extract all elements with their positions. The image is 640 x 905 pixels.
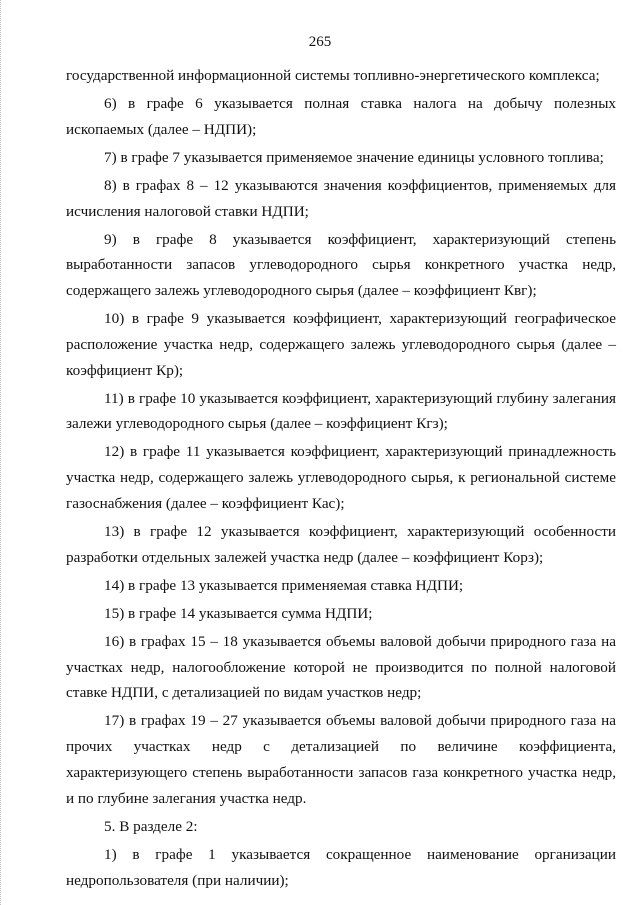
document-body (66, 63, 616, 896)
paragraph-item-7: 7) в графе 7 указывается применяемое значение единицы условного топлива; (104, 148, 604, 166)
paragraph-item-6: 6) в графе 6 указывается полная ставка налога на добычу полезных ископаемых (далее – НДПИ); (66, 94, 616, 138)
paragraph-item-16: 16) в графах 15 – 18 указывается объемы валовой добычи природного газа на участках недр, налогообложение которой не производится по полной налоговой ставке НДПИ, с детализацией по видам участков недр; (66, 632, 616, 702)
paragraph-item-10: 10) в графе 9 указывается коэффициент, характеризующий географическое расположение участка недр, содержащего залежь углеводородного сырья (далее – коэффициент Кр); (66, 310, 616, 379)
paragraph-item-9: 9) в графе 8 указывается коэффициент, характеризующий степень выработанности запасов углеводородного сырья конкретного участка недр, содержащего залежь углеводородного сырья (далее – коэффициент Квг); (66, 230, 616, 300)
paragraph-section2-item-1: 1) в графе 1 указывается сокращенное наименование организации недропользователя (при наличии); (66, 845, 616, 889)
paragraph-item-12: 12) в графе 11 указывается коэффициент, характеризующий принадлежность участка недр, содержащего залежь углеводородного сырья, к региональной системе газоснабжения (далее – коэффициент Кас); (66, 443, 616, 513)
page-number: 265 (308, 34, 332, 50)
section-heading-5: 5. В разделе 2: (104, 817, 198, 835)
paragraph-item-14: 14) в графе 13 указывается применяемая ставка НДПИ; (104, 576, 464, 594)
paragraph-item-13: 13) в графе 12 указывается коэффициент, характеризующий особенности разработки отдельных залежей участка недр (далее – коэффициент Корз); (66, 523, 616, 566)
paragraph-item-8: 8) в графах 8 – 12 указываются значения коэффициентов, применяемых для исчисления налоговой ставки НДПИ; (66, 176, 616, 220)
paragraph-item-17: 17) в графах 19 – 27 указывается объемы валовой добычи природного газа на прочих участках недр с детализацией по величине коэффициента, характеризующего степень выработанности запасов газа конкретного участка недр, и по глубине залегания участка недр. (66, 712, 616, 807)
page-edge-marks (0, 0, 5, 905)
paragraph-item-11: 11) в графе 10 указывается коэффициент, характеризующий глубину залегания залежи углеводородного сырья (далее – коэффициент Кгз); (66, 389, 616, 433)
paragraph-continuation: государственной информационной системы топливно-энергетического комплекса; (66, 67, 600, 84)
paragraph-item-15: 15) в графе 14 указывается сумма НДПИ; (104, 604, 373, 622)
